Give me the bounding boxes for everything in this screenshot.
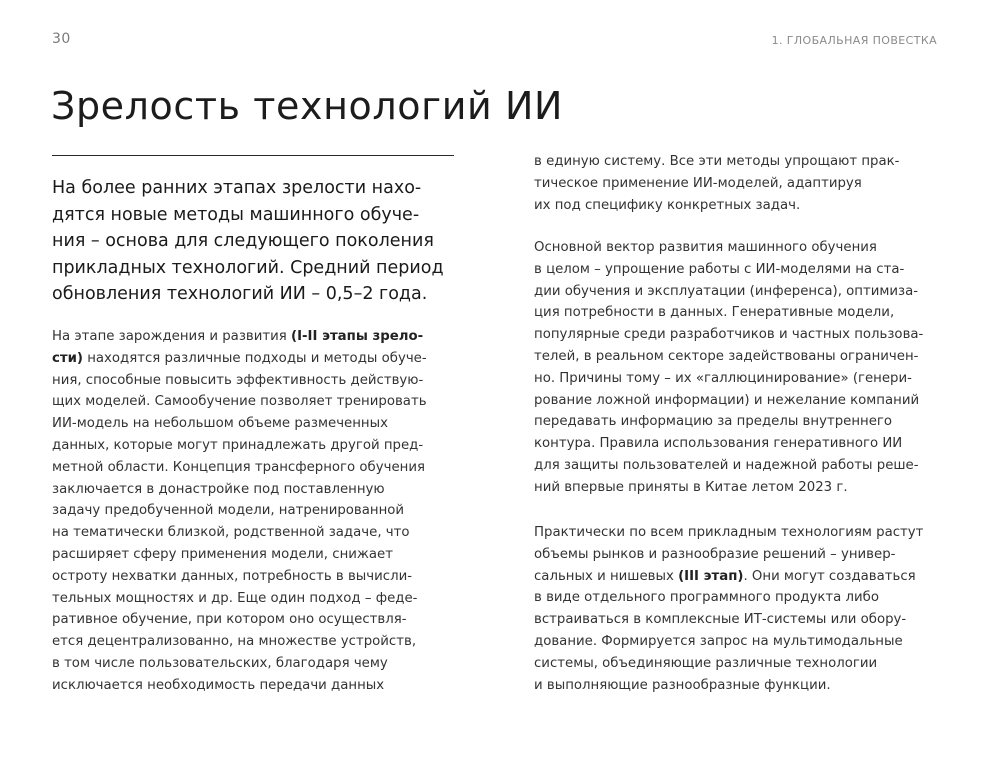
body-line: рование ложной информации) и нежелание компаний [534,392,920,408]
text-run: находятся различные подходы и методы обуче- [82,350,427,366]
left-body-paragraph [52,326,427,697]
body-line: телей, в реальном секторе задействованы ограничен- [534,348,919,364]
text-run: сальных и нишевых [534,568,679,584]
body-line: популярные среди разработчиков и частных пользова- [534,327,924,343]
body-line: на тематически близкой, родственной задаче, что [52,525,410,541]
body-line [52,348,427,370]
body-line: дование. Формируется запрос на мультимодальные [534,633,903,649]
body-line: встраиваться в комплексные ИТ-системы или обору- [534,612,907,628]
title-divider [52,155,454,156]
body-line: Основной вектор развития машинного обучения [534,240,877,255]
body-line: ния, способные повысить эффективность действую- [52,372,424,388]
body-line: передавать информацию за пределы внутреннего [534,414,893,430]
body-line: системы, объединяющие различные технологии [534,655,878,671]
body-line: в целом – упрощение работы с ИИ-моделями на ста- [534,261,905,277]
body-line: ется децентрализованно, на множестве устройств, [52,634,417,650]
body-line: в единую систему. Все эти методы упрощают прак- [534,154,900,169]
body-line: остроту нехватки данных, потребность в вычисли- [52,568,413,584]
right-paragraph-2 [534,237,923,499]
body-line: дии обучения и эксплуатации (инференса), оптимиза- [534,283,919,299]
lead-line: прикладных технологий. Средний период [52,257,444,278]
lead-line: дятся новые методы машинного обуче- [52,204,420,225]
body-line: заключается в донастройке под поставленную [52,481,385,497]
body-line: исключается необходимость передачи данных [52,677,385,693]
body-line [534,566,923,588]
body-line: контура. Правила использования генеративного ИИ [534,436,903,452]
body-line: данных, которые могут принадлежать другой пред- [52,437,424,453]
text-run: На этапе зарождения и развития [52,329,291,344]
body-line: ция потребности в данных. Генеративные модели, [534,305,895,321]
body-line: задачу предобученной модели, натренированной [52,503,405,519]
body-line: Практически по всем прикладным технологиям растут [534,525,924,540]
lead-line: ния – основа для следующего поколения [52,231,434,251]
right-paragraph-1 [534,151,899,216]
page-title: Зрелость технологий ИИ [51,84,564,128]
lead-line: обновления технологий ИИ – 0,5–2 года. [52,284,428,304]
right-paragraph-3 [534,522,923,696]
body-line: ний впервые приняты в Китае летом 2023 г. [534,479,848,495]
body-line: их под специфику конкретных задач. [534,197,801,213]
running-head: 1. ГЛОБАЛЬНАЯ ПОВЕСТКА [771,34,937,47]
body-line: в том числе пользовательских, благодаря чему [52,655,388,671]
body-line: в виде отдельного программного продукта либо [534,590,879,606]
lead-paragraph [52,175,444,308]
body-line: метной области. Концепция трансферного обучения [52,459,425,475]
emphasis-stage: (III этап) [678,568,744,584]
body-line: щих моделей. Самообучение позволяет тренировать [52,394,427,410]
body-line: ративное обучение, при котором оно осуществля- [52,612,407,628]
page-number: 30 [52,31,71,47]
emphasis-stage: сти) [52,350,83,366]
body-line: ИИ-модель на небольшом объеме размеченных [52,416,388,432]
lead-line: На более ранних этапах зрелости нахо- [52,178,422,198]
emphasis-stage: (I-II этапы зрело- [291,329,424,344]
body-line: и выполняющие разнообразные функции. [534,677,831,693]
text-run: . Они могут создаваться [743,568,916,584]
body-line: тическое применение ИИ-моделей, адаптируя [534,175,862,191]
body-line: объемы рынков и разнообразие решений – универ- [534,546,896,562]
body-line: тельных мощностях и др. Еще один подход – феде- [52,590,418,606]
body-line [52,326,427,348]
body-line: для защиты пользователей и надежной работы реше- [534,457,919,473]
body-line: но. Причины тому – их «галлюцинирование» (генери- [534,370,912,386]
body-line: расширяет сферу применения модели, снижает [52,546,393,562]
